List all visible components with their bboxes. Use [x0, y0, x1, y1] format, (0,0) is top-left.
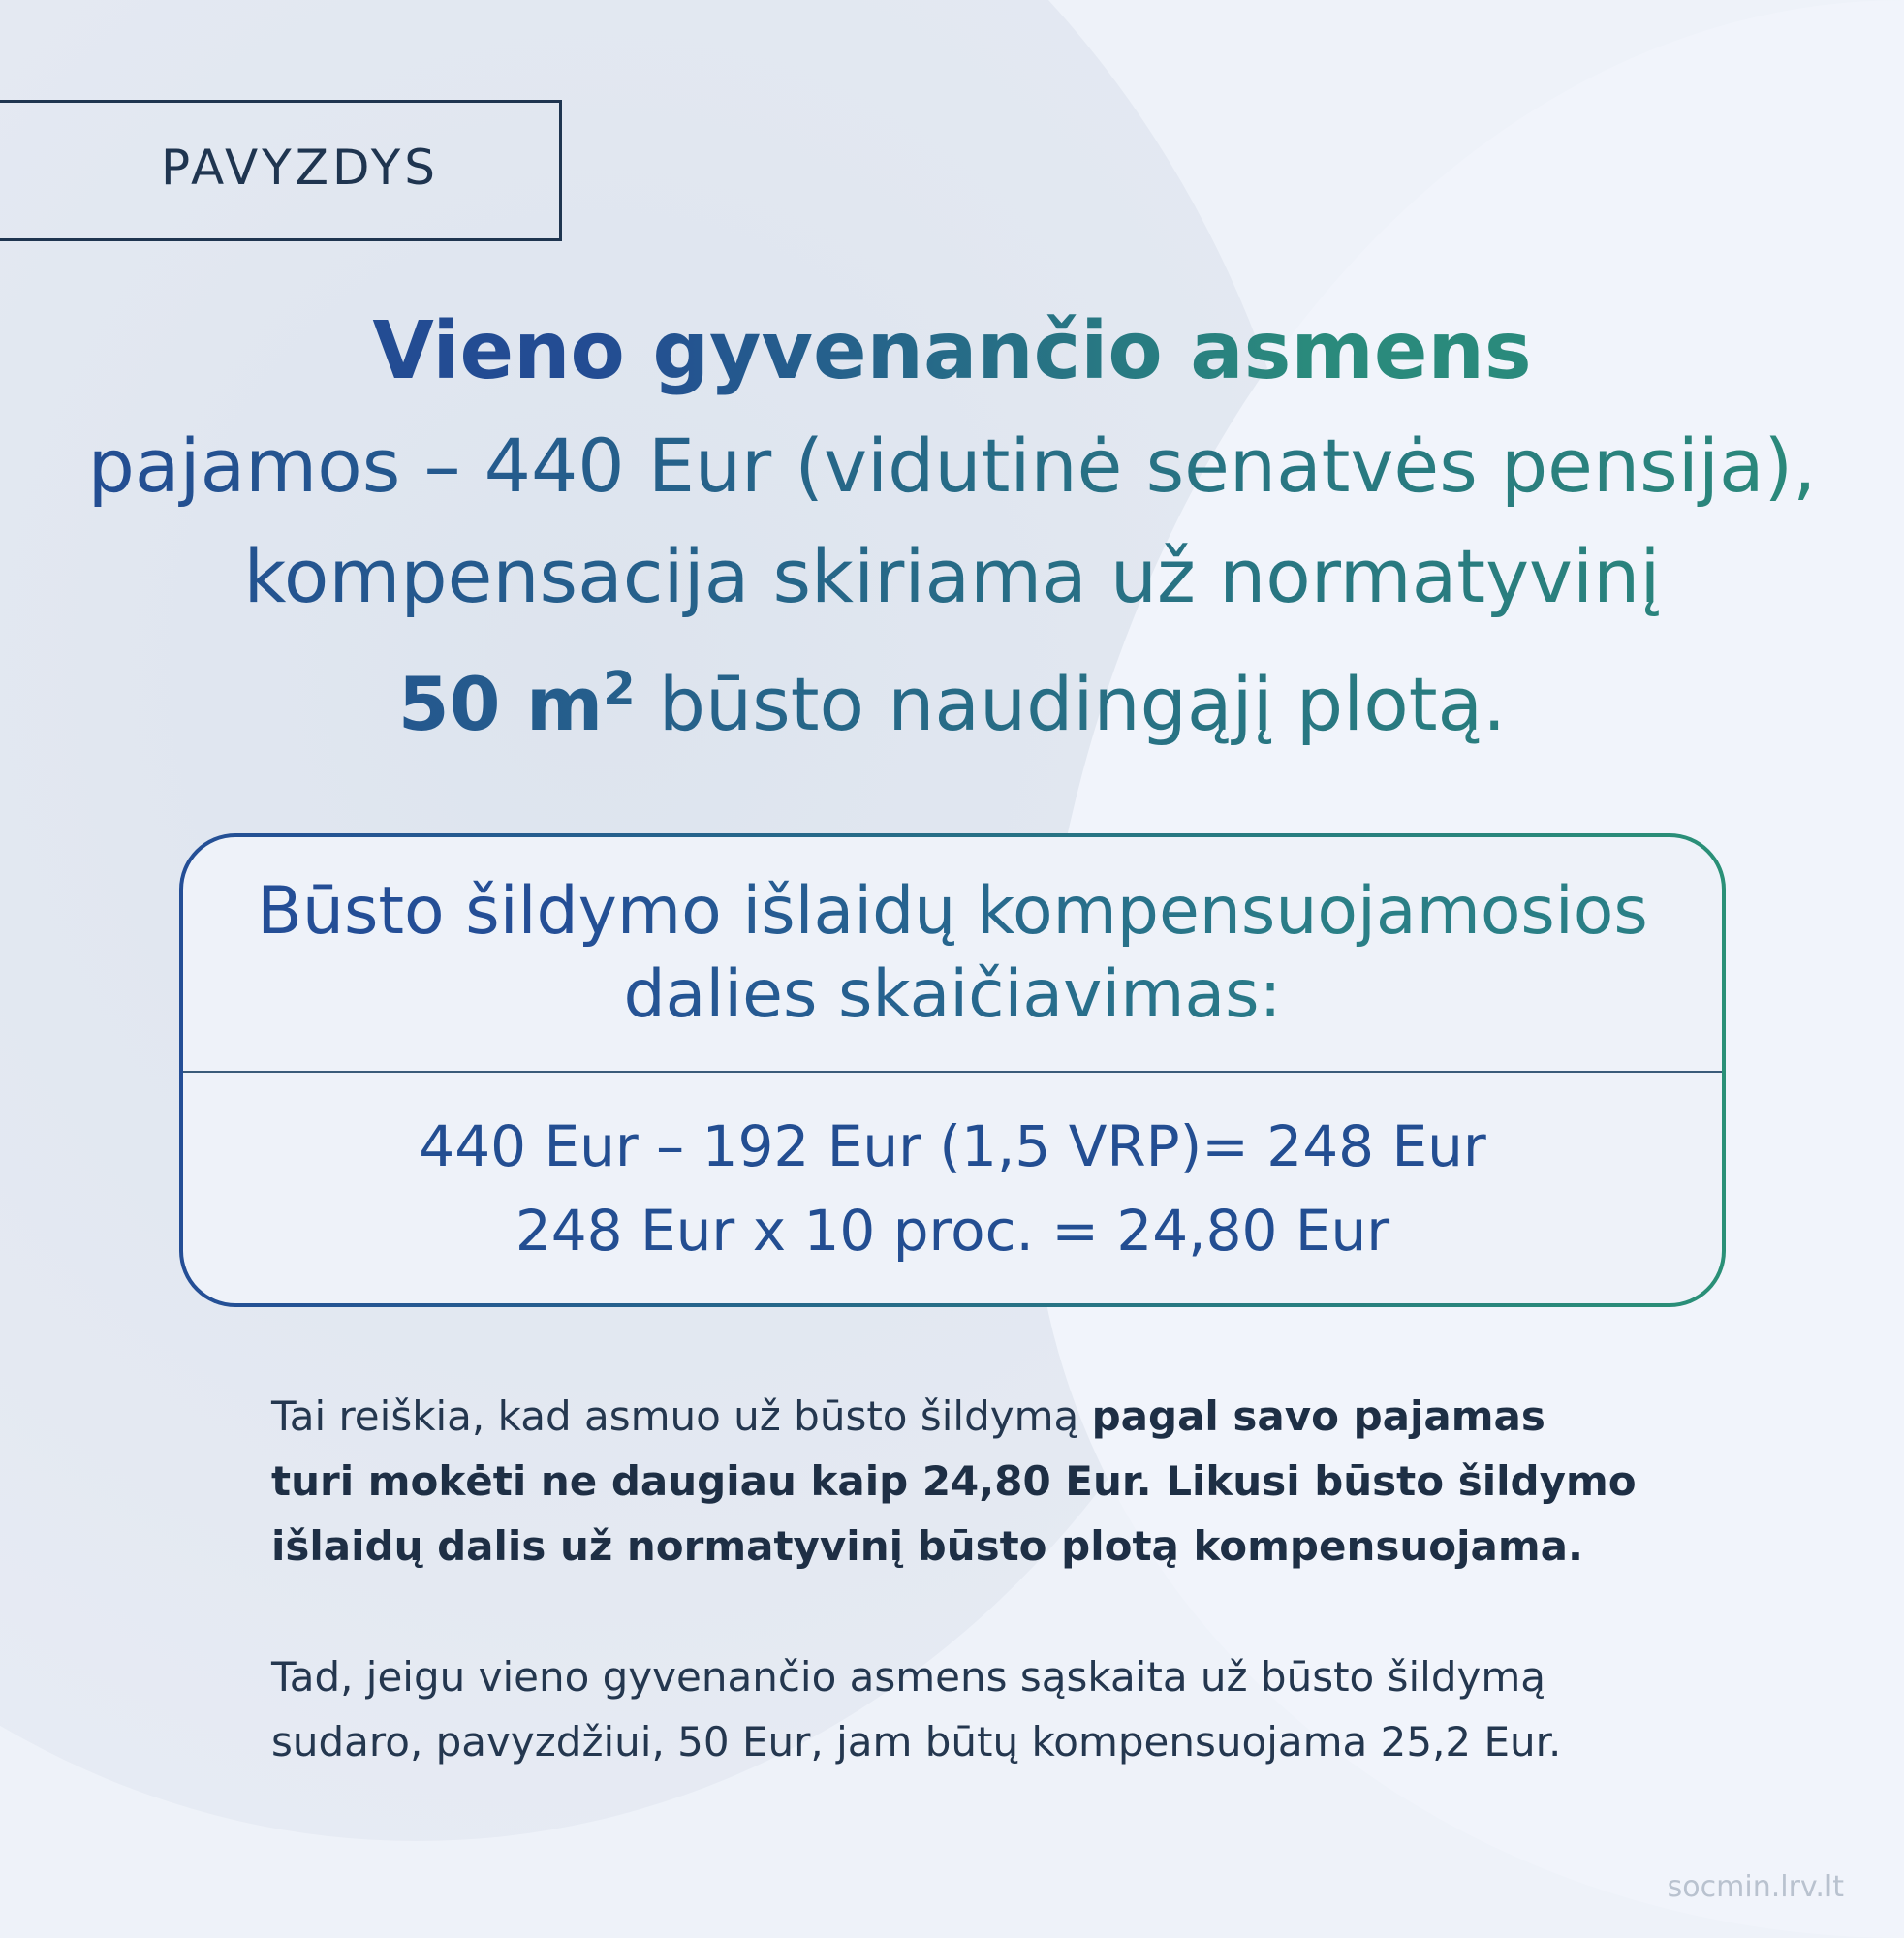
area-unit-superscript: 2 [603, 662, 636, 716]
headline-income-line: pajamos – 440 Eur (vidutinė senatvės pensija), [58, 422, 1846, 510]
example-tag-label: PAVYZDYS [161, 140, 440, 196]
card-divider [183, 1071, 1722, 1073]
explanation-bold-3: išlaidų dalis už normatyvinį būsto plotą kompensuojama. [271, 1522, 1583, 1570]
headline-compensation-line: kompensacija skiriama už normatyvinį [58, 533, 1846, 620]
example-line-2: sudaro, pavyzdžiui, 50 Eur, jam būtų kompensuojama 25,2 Eur. [271, 1718, 1562, 1766]
explanation-bold-1: pagal savo pajamas [1091, 1392, 1545, 1440]
calculation-card-inner [183, 837, 1722, 1303]
explanation-normal-text: Tai reiškia, kad asmuo už būsto šildymą [271, 1392, 1092, 1440]
calc-line-1: 440 Eur – 192 Eur (1,5 VRP)= 248 Eur [419, 1113, 1486, 1179]
headline-title: Vieno gyvenančio asmens [58, 308, 1846, 395]
calc-line-2: 248 Eur x 10 proc. = 24,80 Eur [515, 1198, 1390, 1264]
example-paragraph [271, 1644, 1686, 1774]
calculation-card-title [183, 870, 1722, 1037]
explanation-bold-2: turi mokėti ne daugiau kaip 24,80 Eur. Likusi būsto šildymo [271, 1457, 1637, 1505]
headline-area-line [58, 645, 1846, 748]
card-title-line-1: Būsto šildymo išlaidų kompensuojamosios [257, 873, 1648, 950]
area-description: būsto naudingąjį plotą. [635, 661, 1507, 747]
footer-website: socmin.lrv.lt [1667, 1870, 1844, 1904]
card-title-line-2: dalies skaičiavimas: [623, 956, 1282, 1033]
explanation-paragraph [271, 1384, 1686, 1579]
example-line-1: Tad, jeigu vieno gyvenančio asmens sąskaita už būsto šildymą [271, 1653, 1545, 1701]
area-value: 50 m [397, 661, 604, 747]
calculation-card [179, 833, 1726, 1307]
